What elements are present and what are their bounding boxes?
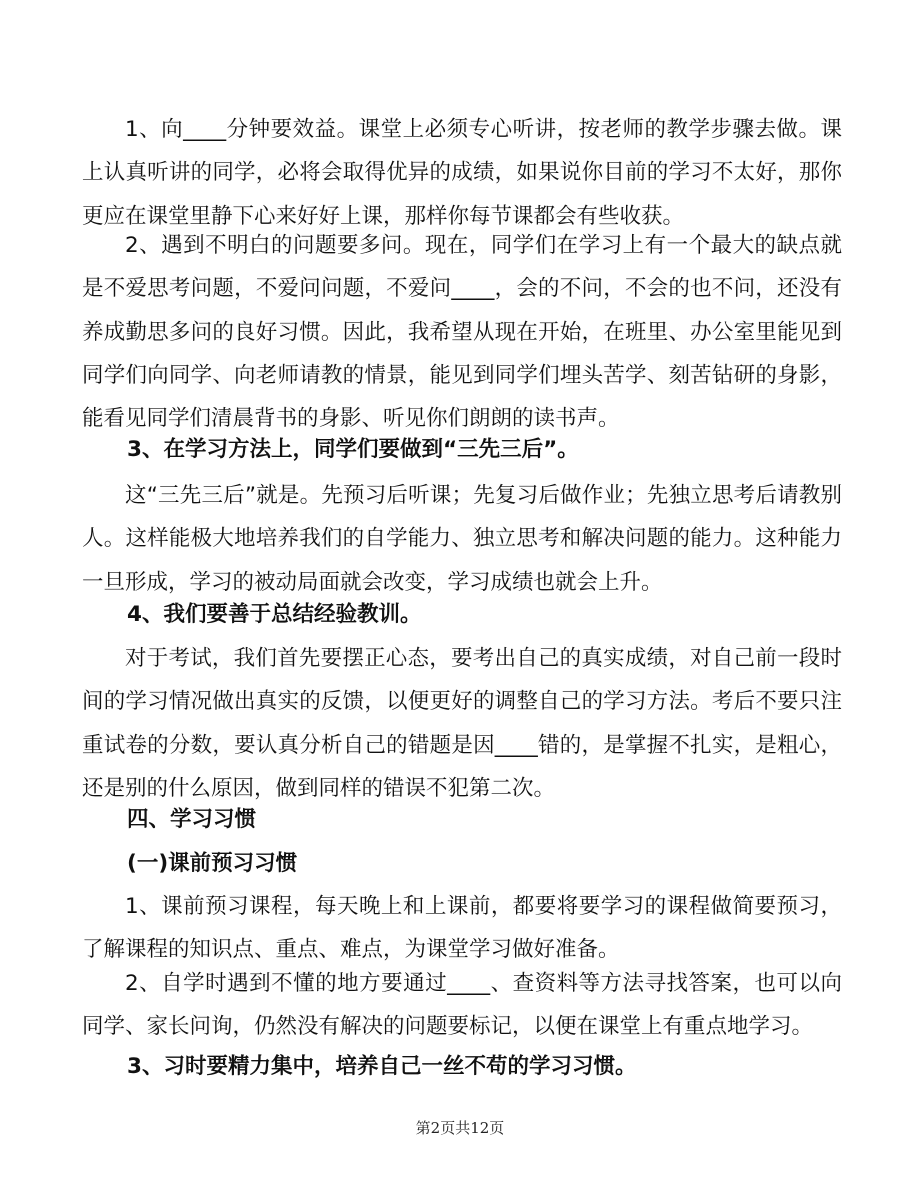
paragraph-ask-questions: 2、遇到不明白的问题要多问。现在，同学们在学习上有一个最大的缺点就是不爱思考问题，不爱问问题，不爱问____，会的不问，不会的也不问，还没有养成勤思多问的良好习惯。因此，我希望从现在开始，在班里、办公室里能见到同学们向同学、向老师请教的情景，能见到同学们埋头苦学、刻苦钻研的身影，能看见同学们清晨背书的身影、听见你们朗朗的读书声。 bbox=[82, 233, 842, 432]
paragraph-exam-attitude: 对于考试，我们首先要摆正心态，要考出自己的真实成绩，对自己前一段时间的学习情况做出真实的反馈，以便更好的调整自己的学习方法。考后不要只注重试卷的分数，要认真分析自己的错题是因____错的，是掌握不扎实，是粗心，还是别的什么原因，做到同样的错误不犯第二次。 bbox=[82, 646, 842, 801]
heading-concentration: 3、习时要精力集中，培养自己一丝不苟的学习习惯。 bbox=[127, 1054, 637, 1079]
paragraph-focus-in-class: 1、向____分钟要效益。课堂上必须专心听讲，按老师的教学步骤去做。课上认真听讲的同学，必将会取得优异的成绩，如果说你目前的学习不太好，那你更应在课堂里静下心来好好上课，那样你每节课都会有些收获。 bbox=[82, 117, 842, 229]
paragraph-three-first-three-after: 这“三先三后”就是。先预习后听课；先复习后做作业；先独立思考后请教别人。这样能极大地培养我们的自学能力、独立思考和解决问题的能力。这种能力一旦形成，学习的被动局面就会改变，学习成绩也就会上升。 bbox=[82, 483, 842, 595]
subsection-heading-preview-habits: (一)课前预习习惯 bbox=[127, 851, 298, 876]
heading-three-first-three-after: 3、在学习方法上，同学们要做到“三先三后”。 bbox=[127, 437, 579, 462]
paragraph-preview-courses: 1、课前预习课程，每天晚上和上课前，都要将要学习的课程做简要预习，了解课程的知识点、重点、难点，为课堂学习做好准备。 bbox=[82, 894, 842, 963]
heading-summarize-lessons: 4、我们要善于总结经验教训。 bbox=[127, 602, 422, 627]
section-heading-study-habits: 四、学习习惯 bbox=[127, 807, 257, 832]
page-number-footer: 第2页共12页 bbox=[415, 1119, 505, 1137]
paragraph-self-study: 2、自学时遇到不懂的地方要通过____、查资料等方法寻找答案，也可以向同学、家长问询，仍然没有解决的问题要标记，以便在课堂上有重点地学习。 bbox=[82, 971, 842, 1040]
